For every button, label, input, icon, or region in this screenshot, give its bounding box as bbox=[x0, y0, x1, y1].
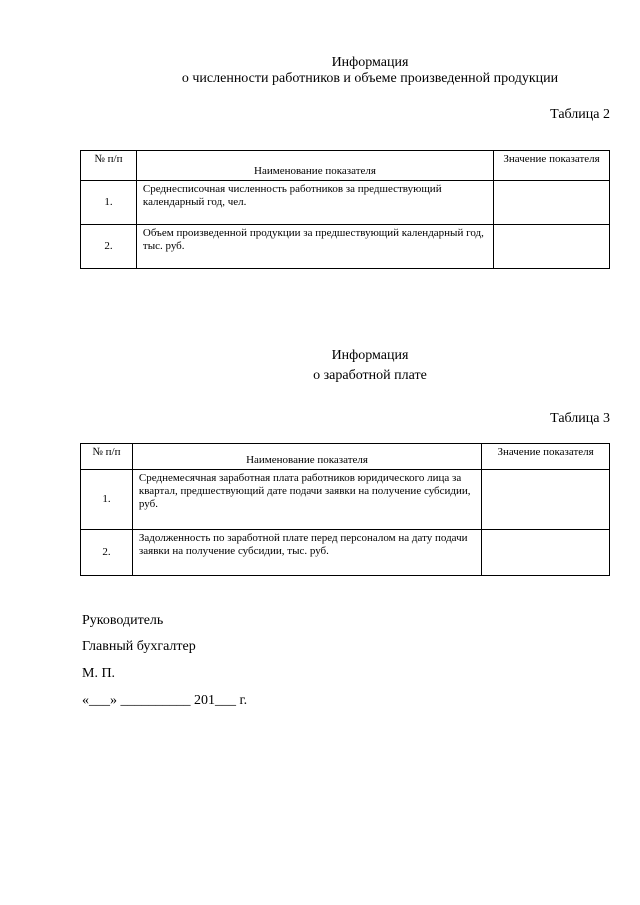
row-value bbox=[482, 530, 610, 576]
table3-label: Таблица 3 bbox=[550, 411, 610, 426]
header-value: Значение показателя bbox=[494, 151, 610, 181]
date-line: «___» __________ 201___ г. bbox=[82, 693, 248, 708]
header-value: Значение показателя bbox=[482, 444, 610, 470]
table-header-row bbox=[81, 444, 610, 470]
header-num: № п/п bbox=[81, 444, 133, 470]
table-2 bbox=[80, 150, 610, 269]
section2-title: Информация bbox=[331, 348, 409, 363]
signature-head: Руководитель bbox=[82, 613, 164, 628]
table-3 bbox=[80, 443, 610, 576]
table-row bbox=[81, 181, 610, 225]
row-name: Объем произведенной продукции за предшествующий календарный год, тыс. руб. bbox=[136, 225, 493, 269]
header-name: Наименование показателя bbox=[136, 151, 493, 181]
signature-accountant: Главный бухгалтер bbox=[82, 639, 196, 654]
section2-subtitle: о заработной плате bbox=[313, 368, 427, 383]
row-num: 1. bbox=[81, 470, 133, 530]
row-name: Среднемесячная заработная плата работников юридического лица за квартал, предшествующий дате подачи заявки на получение субсидии, руб. bbox=[132, 470, 481, 530]
row-num: 2. bbox=[81, 530, 133, 576]
row-num: 1. bbox=[81, 181, 137, 225]
section1-subtitle: о численности работников и объеме произведенной продукции bbox=[181, 71, 559, 86]
table-header-row bbox=[81, 151, 610, 181]
row-value bbox=[494, 181, 610, 225]
row-value bbox=[494, 225, 610, 269]
row-value bbox=[482, 470, 610, 530]
stamp-place: М. П. bbox=[82, 666, 116, 681]
section1-title: Информация bbox=[331, 55, 409, 70]
header-num: № п/п bbox=[81, 151, 137, 181]
table-row bbox=[81, 225, 610, 269]
table-row bbox=[81, 530, 610, 576]
row-name: Задолженность по заработной плате перед персоналом на дату подачи заявки на получение субсидии, тыс. руб. bbox=[132, 530, 481, 576]
header-name: Наименование показателя bbox=[132, 444, 481, 470]
table-row bbox=[81, 470, 610, 530]
row-name: Среднесписочная численность работников за предшествующий календарный год, чел. bbox=[136, 181, 493, 225]
row-num: 2. bbox=[81, 225, 137, 269]
table2-label: Таблица 2 bbox=[550, 107, 610, 122]
